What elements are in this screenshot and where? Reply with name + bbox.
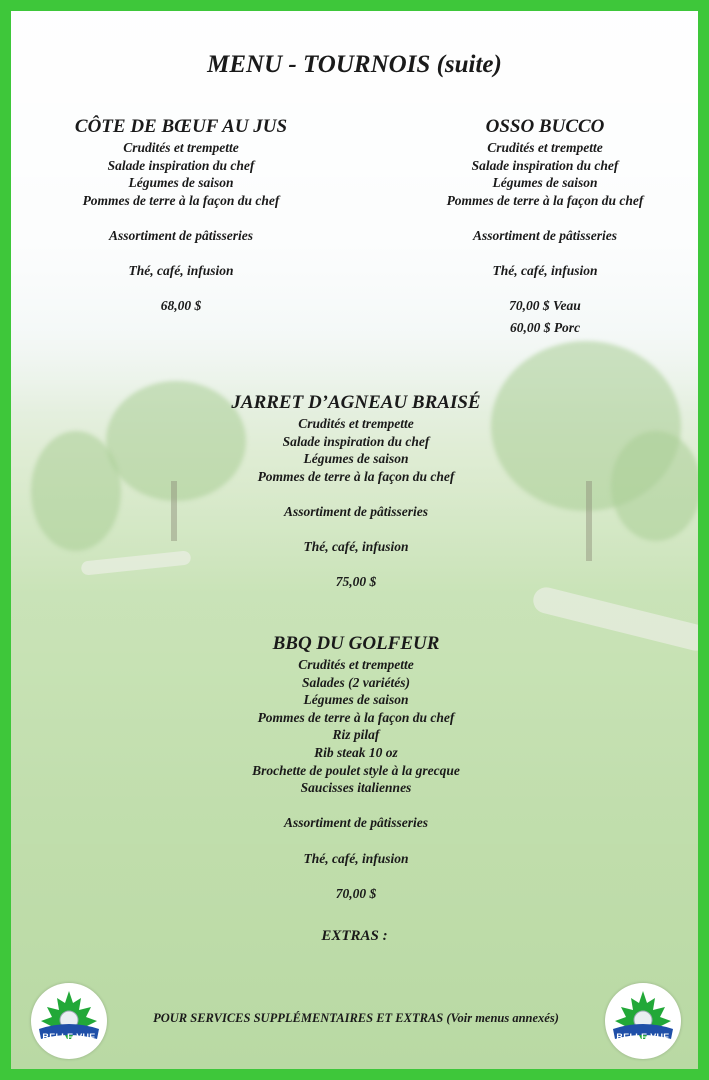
- menu-item: Légumes de saison: [492, 175, 598, 191]
- menu-block-osso-bucco: [386, 116, 704, 337]
- menu-item: Pommes de terre à la façon du chef: [257, 468, 455, 484]
- menu-block-cote-de-boeuf: [26, 116, 336, 315]
- menu-item: Saucisses italiennes: [300, 780, 412, 796]
- menu-item: Pommes de terre à la façon du chef: [446, 192, 644, 208]
- menu-price: 68,00 $: [160, 298, 202, 314]
- menu-item: Pommes de terre à la façon du chef: [82, 192, 280, 208]
- background-tree: [31, 431, 121, 551]
- menu-item: Crudités et trempette: [298, 416, 414, 431]
- menu-item: Crudités et trempette: [123, 140, 239, 155]
- menu-block-jarret-agneau: [201, 392, 511, 591]
- menu-item: Crudités et trempette: [487, 140, 603, 155]
- logo-text: BELLE VUE: [616, 1032, 670, 1042]
- menu-title: JARRET D’AGNEAU BRAISÉ: [231, 392, 481, 413]
- menu-title: BBQ DU GOLFEUR: [272, 633, 440, 654]
- page-title: MENU - TOURNOIS (suite): [207, 51, 502, 78]
- menu-item: Légumes de saison: [303, 692, 409, 708]
- menu-item: Salade inspiration du chef: [282, 433, 430, 449]
- menu-drinks: Thé, café, infusion: [492, 263, 598, 279]
- menu-block-bbq-golfeur: [201, 633, 511, 902]
- menu-item: Salade inspiration du chef: [107, 157, 255, 173]
- background-tree-trunk: [171, 481, 177, 541]
- menu-price: 70,00 $: [335, 885, 377, 901]
- menu-item: Pommes de terre à la façon du chef: [257, 709, 455, 725]
- menu-item: Salades (2 variétés): [302, 674, 410, 690]
- menu-price-porc: 60,00 $ Porc: [509, 319, 581, 335]
- menu-item: Rib steak 10 oz: [314, 744, 398, 760]
- background-tree-trunk: [586, 481, 592, 561]
- maple-leaf-golf-ball-icon: [31, 983, 107, 1059]
- menu-item: Légumes de saison: [128, 175, 234, 191]
- bellevue-logo-right: [605, 983, 681, 1059]
- menu-item: Salade inspiration du chef: [471, 157, 619, 173]
- menu-drinks: Thé, café, infusion: [128, 263, 234, 279]
- logo-text: BELLE VUE: [42, 1032, 96, 1042]
- menu-price: 75,00 $: [335, 574, 377, 590]
- menu-dessert: Assortiment de pâtisseries: [472, 227, 617, 243]
- background-tree: [611, 431, 701, 541]
- menu-item: Crudités et trempette: [298, 657, 414, 672]
- menu-title: CÔTE DE BŒUF AU JUS: [74, 116, 288, 137]
- background-cart-path: [531, 585, 709, 654]
- menu-dessert: Assortiment de pâtisseries: [283, 503, 428, 519]
- bellevue-logo-left: [31, 983, 107, 1059]
- menu-dessert: Assortiment de pâtisseries: [108, 227, 253, 243]
- menu-drinks: Thé, café, infusion: [303, 850, 409, 866]
- maple-leaf-golf-ball-icon: [605, 983, 681, 1059]
- menu-dessert: Assortiment de pâtisseries: [283, 815, 428, 831]
- menu-item: Brochette de poulet style à la grecque: [252, 762, 460, 778]
- background-cart-path: [81, 550, 192, 575]
- menu-price-veau: 70,00 $ Veau: [509, 298, 581, 314]
- menu-item: Légumes de saison: [303, 451, 409, 467]
- menu-drinks: Thé, café, infusion: [303, 539, 409, 555]
- menu-item: Riz pilaf: [332, 727, 380, 743]
- footer-note: POUR SERVICES SUPPLÉMENTAIRES ET EXTRAS (Voir menus annexés): [153, 1011, 559, 1025]
- extras-heading: EXTRAS :: [321, 928, 388, 944]
- menu-title: OSSO BUCCO: [485, 116, 605, 137]
